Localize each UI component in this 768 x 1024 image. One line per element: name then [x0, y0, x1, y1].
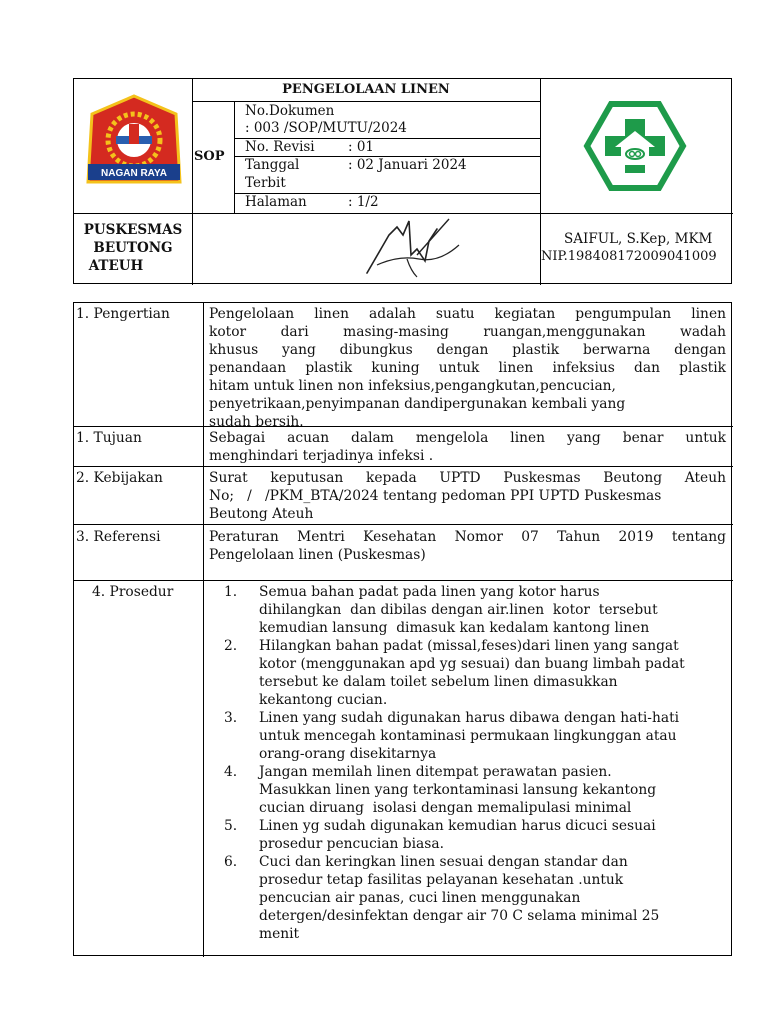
no-revisi-label: No. Revisi [245, 139, 315, 155]
sop-label: SOP [194, 149, 225, 164]
no-dokumen-value: : 003 /SOP/MUTU/2024 [245, 120, 407, 136]
org-name-line2: BEUTONG [93, 240, 173, 256]
prosedur-step: 6. Cuci dan keringkan linen sesuai dengan standar dan prosedur tetap fasilitas pelayanan kesehatan .untuk pencucian air panas, cuci linen menggunakan detergen/desinfektan dengar air 70 C selama minimal 25 menit [224, 854, 660, 942]
prosedur-steps [224, 583, 724, 943]
logo-text: NAGAN RAYA [101, 168, 167, 179]
halaman-value: : 1/2 [348, 194, 379, 210]
signer-name: SAIFUL, S.Kep, MKM [564, 231, 713, 247]
tujuan-text: Sebagai acuan dalam mengelola linen yang benar untuk menghindari terjadinya infeksi . [209, 430, 726, 464]
referensi-label: 3. Referensi [76, 529, 161, 545]
kebijakan-text: Surat keputusan kepada UPTD Puskesmas Beutong Ateuh No; / /PKM_BTA/2024 tentang pedoman PPI UPTD Puskesmas Beutong Ateuh [209, 470, 726, 522]
tanggal-value: : 02 Januari 2024 [348, 157, 467, 173]
prosedur-step: 1. Semua bahan padat pada linen yang kotor harus dihilangkan dan dibilas dengan air.linen kotor tersebut kemudian lansung dimasuk kan kedalam kantong linen [224, 584, 658, 636]
org-name-line3: ATEUH [88, 258, 144, 274]
sop-header-table [73, 78, 732, 284]
referensi-text: Peraturan Mentri Kesehatan Nomor 07 Tahun 2019 tentang Pengelolaan linen (Puskesmas) [209, 529, 726, 563]
document-title: PENGELOLAAN LINEN [282, 82, 450, 97]
halaman-label: Halaman [245, 194, 307, 210]
prosedur-step: 5. Linen yg sudah digunakan kemudian harus dicuci sesuai prosedur pencucian biasa. [224, 818, 656, 852]
prosedur-step: 2. Hilangkan bahan padat (missal,feses)dari linen yang sangat kotor (menggunakan apd yg sesuai) dan buang limbah padat tersebut ke dalam toilet sebelum linen dimasukkan kekantong cucian. [224, 638, 685, 708]
tujuan-label: 1. Tujuan [76, 430, 142, 446]
pengertian-text: Pengelolaan linen adalah suatu kegiatan pengumpulan linen kotor dari masing-masing ruangan,menggunakan wadah khusus yang dibungkus dengan plastik berwarna dengan penandaan plastik kuning untuk linen infeksius dan plastik hitam untuk linen non infeksius,pengangkutan,pencucian, penyetrikaan,penyimpanan dandipergunakan kembali yang sudah bersih. [209, 306, 726, 430]
no-revisi-value: : 01 [348, 139, 375, 155]
signer-nip: NIP.198408172009041009 [541, 249, 717, 264]
prosedur-step: 3. Linen yang sudah digunakan harus dibawa dengan hati-hati untuk mencegah kontaminasi permukaan lingkunggan atau orang-orang disekitarnya [224, 710, 680, 762]
prosedur-label: 4. Prosedur [92, 584, 174, 600]
no-dokumen-label: No.Dokumen [245, 103, 335, 119]
prosedur-step: 4. Jangan memilah linen ditempat perawatan pasien. Masukkan linen yang terkontaminasi lansung kekantong cucian diruang isolasi dengan memalipulasi minimal [224, 764, 657, 816]
org-name-line1: PUSKESMAS [83, 222, 183, 238]
tanggal-label: Tanggal [245, 157, 300, 173]
signature [359, 215, 509, 281]
puskesmas-logo [583, 101, 687, 191]
nagan-raya-logo [82, 94, 186, 186]
sop-content-table [73, 302, 732, 956]
terbit-label: Terbit [245, 175, 286, 191]
pengertian-label: 1. Pengertian [76, 306, 170, 322]
kebijakan-label: 2. Kebijakan [76, 470, 163, 486]
